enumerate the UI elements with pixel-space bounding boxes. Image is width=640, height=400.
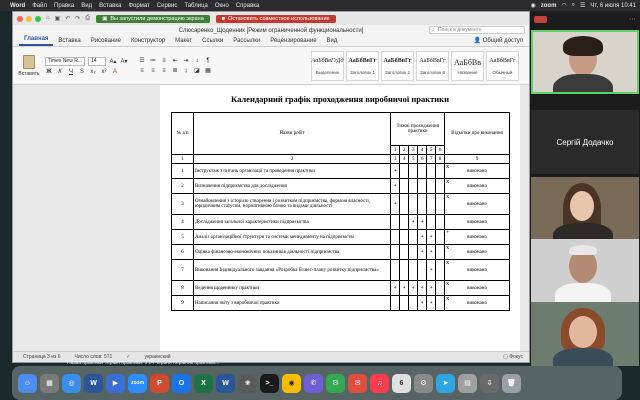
week-mark: + bbox=[409, 281, 418, 296]
week-mark bbox=[391, 260, 400, 281]
completion-result: виконано bbox=[467, 201, 487, 207]
header-work-name: Назви робіт bbox=[193, 113, 390, 155]
music-icon[interactable]: ♫ bbox=[370, 374, 389, 393]
week-mark: + bbox=[391, 164, 400, 179]
completion-cell bbox=[445, 179, 510, 194]
font-color-icon[interactable]: A bbox=[112, 68, 117, 75]
week-mark: + bbox=[418, 281, 427, 296]
share-screen-icon: ▣ bbox=[102, 15, 108, 22]
document-heading: Календарний графік проходження виробничої практики bbox=[231, 94, 449, 104]
paste-label: Вставить bbox=[18, 70, 40, 77]
share-label: Общий доступ bbox=[482, 38, 523, 44]
style-name: Заголовок 6 bbox=[420, 69, 445, 75]
participant-hair bbox=[569, 245, 597, 255]
week-mark: + bbox=[400, 281, 409, 296]
week-mark bbox=[418, 164, 427, 179]
week-mark bbox=[391, 230, 400, 245]
column-number-row bbox=[172, 155, 510, 164]
completion-cell bbox=[445, 215, 510, 230]
completion-cell bbox=[445, 194, 510, 215]
style-heading-6[interactable] bbox=[416, 51, 449, 81]
align-left-icon[interactable]: ≡ bbox=[140, 67, 144, 74]
viber-icon[interactable]: ✆ bbox=[304, 374, 323, 393]
focus-label: Фокус bbox=[509, 354, 523, 360]
word-doc-icon[interactable]: W bbox=[216, 374, 235, 393]
week-mark: + bbox=[418, 230, 427, 245]
row-number: 3 bbox=[172, 194, 194, 215]
week-mark bbox=[409, 194, 418, 215]
week-number: 4 bbox=[418, 146, 427, 155]
style-name: Обычный bbox=[492, 69, 513, 75]
line-spacing-icon[interactable]: ↨ bbox=[184, 67, 188, 74]
work-name: Оцінка фінансово-економічних показників діяльності підприємства bbox=[193, 245, 390, 260]
style-title[interactable] bbox=[451, 51, 484, 81]
work-name: Написання звіту з виробничої практики bbox=[193, 296, 390, 311]
stop-video-icon[interactable] bbox=[534, 16, 547, 23]
row-number: 9 bbox=[172, 296, 194, 311]
window-titlebar bbox=[13, 12, 529, 25]
table-row[interactable] bbox=[172, 215, 510, 230]
completion-result: виконано bbox=[467, 234, 487, 240]
style-name: Заголовок 1 bbox=[350, 69, 375, 75]
style-normal[interactable] bbox=[486, 51, 519, 81]
chrome-icon[interactable]: ◉ bbox=[282, 374, 301, 393]
participant-body bbox=[553, 348, 613, 366]
table-row[interactable] bbox=[172, 296, 510, 311]
week-mark: + bbox=[391, 281, 400, 296]
week-number: 3 bbox=[409, 146, 418, 155]
screen-share-banner bbox=[96, 15, 210, 23]
row-number: 7 bbox=[172, 260, 194, 281]
search-glass-icon: ⌕ bbox=[432, 27, 435, 33]
menubar-status bbox=[530, 2, 636, 9]
week-mark: + bbox=[427, 260, 436, 281]
week-mark: + bbox=[391, 179, 400, 194]
zoom-status-icon[interactable]: ◉ bbox=[530, 3, 536, 9]
downloads-icon[interactable]: ⇩ bbox=[480, 374, 499, 393]
week-mark bbox=[418, 260, 427, 281]
completion-mark: x bbox=[446, 260, 450, 266]
work-name: Дослідження загальної характеристики підприємства bbox=[193, 215, 390, 230]
participant-name: Сергій Додачко bbox=[556, 137, 614, 147]
zoom-participants-panel bbox=[530, 11, 640, 363]
table-row[interactable] bbox=[172, 194, 510, 215]
style-heading-2[interactable] bbox=[381, 51, 414, 81]
column-number: 5 bbox=[409, 155, 418, 164]
column-number: 7 bbox=[427, 155, 436, 164]
calendar-icon[interactable]: 6 bbox=[392, 374, 411, 393]
clock[interactable]: Чт, 6 июля 10:41 bbox=[590, 2, 636, 9]
completion-mark: x bbox=[446, 281, 450, 287]
row-number: 1 bbox=[172, 164, 194, 179]
participant-name-tile[interactable] bbox=[531, 110, 639, 174]
participant-video[interactable] bbox=[531, 239, 639, 303]
share-button[interactable] bbox=[474, 37, 523, 44]
week-mark bbox=[436, 281, 445, 296]
week-mark: + bbox=[418, 245, 427, 260]
pilcrow-icon[interactable]: ¶ bbox=[206, 57, 210, 64]
column-number: 2 bbox=[193, 155, 390, 164]
macos-menubar bbox=[0, 0, 640, 11]
tab-layout[interactable]: Макет bbox=[175, 38, 193, 44]
focus-button[interactable] bbox=[503, 354, 523, 360]
photos-icon[interactable]: ❀ bbox=[238, 374, 257, 393]
work-name: Визначення підприємства для дослідження bbox=[193, 179, 390, 194]
column-number: 9 bbox=[445, 155, 510, 164]
header-weeks: Тижні проходження практики bbox=[391, 113, 445, 146]
search-icon[interactable]: ⌕ bbox=[571, 2, 576, 8]
powerpoint-icon[interactable]: P bbox=[150, 374, 169, 393]
completion-cell bbox=[445, 164, 510, 179]
week-mark: + bbox=[427, 245, 436, 260]
participant-body bbox=[553, 74, 613, 94]
week-mark bbox=[400, 260, 409, 281]
completion-cell bbox=[445, 230, 510, 245]
wifi-icon[interactable]: ◠ bbox=[561, 3, 567, 9]
tab-references[interactable]: Ссылки bbox=[202, 38, 224, 44]
week-mark bbox=[409, 179, 418, 194]
launchpad-icon[interactable]: ▦ bbox=[40, 374, 59, 393]
document-page[interactable] bbox=[160, 85, 520, 352]
column-number: 3 bbox=[391, 155, 400, 164]
style-name: Выделение bbox=[315, 69, 340, 75]
page-count[interactable]: Страница 3 из 6 bbox=[23, 354, 61, 360]
row-number: 8 bbox=[172, 281, 194, 296]
row-number: 4 bbox=[172, 215, 194, 230]
multilevel-icon[interactable]: ≡ bbox=[162, 57, 166, 64]
week-mark: + bbox=[391, 194, 400, 215]
week-mark bbox=[391, 215, 400, 230]
bullets-icon[interactable]: ☰ bbox=[139, 58, 145, 64]
week-mark bbox=[436, 215, 445, 230]
search-placeholder: Поиск в документе bbox=[438, 27, 482, 33]
week-mark bbox=[436, 230, 445, 245]
terminal-icon[interactable]: >_ bbox=[260, 374, 279, 393]
column-number: 1 bbox=[172, 155, 194, 164]
stop-icon: ■ bbox=[221, 15, 226, 22]
preview-icon[interactable]: ▤ bbox=[458, 374, 477, 393]
row-number: 5 bbox=[172, 230, 194, 245]
week-mark bbox=[400, 194, 409, 215]
menu-view[interactable]: Вид bbox=[81, 2, 93, 9]
ribbon-tabs bbox=[13, 36, 529, 47]
decrease-font-icon[interactable]: A▾ bbox=[120, 58, 128, 65]
font-group bbox=[45, 57, 128, 75]
header-num: № з/п bbox=[172, 113, 194, 155]
tab-insert[interactable]: Вставка bbox=[58, 38, 81, 44]
week-mark bbox=[409, 260, 418, 281]
week-mark bbox=[427, 194, 436, 215]
person-icon: 👤 bbox=[473, 38, 482, 44]
ribbon-home bbox=[13, 47, 529, 85]
word-icon[interactable]: W bbox=[84, 374, 103, 393]
subscript-icon[interactable]: x₂ bbox=[90, 68, 96, 75]
week-mark bbox=[436, 296, 445, 311]
maximize-window-icon[interactable] bbox=[35, 16, 41, 22]
menu-format[interactable]: Формат bbox=[128, 2, 150, 9]
participant-video-active[interactable] bbox=[531, 30, 639, 94]
header-marks: Відмітки про виконання bbox=[445, 113, 510, 155]
facetime-icon[interactable]: ▶ bbox=[106, 374, 125, 393]
bold-button[interactable]: Ж bbox=[46, 68, 52, 75]
completion-cell bbox=[445, 296, 510, 311]
week-mark bbox=[409, 164, 418, 179]
document-title: Слюсаренко_Щоденник [Режим ограниченной функциональности] bbox=[178, 27, 364, 34]
participant-hair bbox=[563, 36, 603, 56]
row-number: 6 bbox=[172, 245, 194, 260]
work-name: Виконання Індивідуального завдання «Розробка бізнес-плану розвитку підприємства» bbox=[193, 260, 390, 281]
sort-icon[interactable]: ↕ bbox=[195, 57, 199, 64]
completion-mark: + bbox=[446, 230, 450, 236]
italic-button[interactable]: К bbox=[58, 68, 62, 75]
completion-cell bbox=[445, 260, 510, 281]
screen-share-text: Вы запустили демонстрацию экрана bbox=[110, 15, 204, 22]
work-name: Ознайомлення з історією створення і розвитком підприємства, формою власності, юридичним статусом, нормативною базою та видами діяльності bbox=[193, 194, 390, 215]
undo-icon[interactable]: ↶ bbox=[65, 16, 71, 22]
underline-button[interactable]: Ч bbox=[69, 68, 73, 75]
style-sample: АаБбВвГг bbox=[489, 57, 516, 64]
week-number: 6 bbox=[436, 146, 445, 155]
telegram-icon[interactable]: ➤ bbox=[436, 374, 455, 393]
work-name: Аналіз організаційної структури та системи менеджменту на підприємстві bbox=[193, 230, 390, 245]
align-center-icon[interactable]: ≡ bbox=[151, 67, 155, 74]
tab-design[interactable]: Конструктор bbox=[130, 38, 166, 44]
week-mark bbox=[436, 194, 445, 215]
word-window bbox=[12, 11, 530, 363]
window-controls bbox=[17, 16, 41, 22]
mail-icon[interactable]: ✉ bbox=[348, 374, 367, 393]
completion-result: виконано bbox=[467, 267, 487, 273]
menu-edit[interactable]: Правка bbox=[54, 2, 75, 9]
week-mark bbox=[436, 260, 445, 281]
clipboard-icon bbox=[23, 55, 35, 69]
increase-indent-icon[interactable]: ⇥ bbox=[183, 58, 189, 64]
borders-icon[interactable]: ▦ bbox=[205, 68, 211, 74]
align-right-icon[interactable]: ≡ bbox=[162, 67, 166, 74]
stop-share-label: Остановить совместное использование bbox=[228, 15, 330, 22]
system-settings-icon[interactable]: ⚙ bbox=[414, 374, 433, 393]
print-icon[interactable]: ⎙ bbox=[85, 15, 91, 21]
week-number: 1 bbox=[391, 146, 400, 155]
week-mark: + bbox=[427, 296, 436, 311]
style-sample: АаБбВвГгДд bbox=[311, 57, 344, 64]
trash-icon[interactable]: 🗑 bbox=[502, 374, 521, 393]
week-mark bbox=[400, 245, 409, 260]
tab-draw[interactable]: Рисование bbox=[90, 38, 121, 44]
strikethrough-icon[interactable]: S bbox=[79, 68, 84, 75]
table-row[interactable] bbox=[172, 281, 510, 296]
week-mark bbox=[400, 296, 409, 311]
week-mark: + bbox=[427, 281, 436, 296]
tab-view[interactable]: Вид bbox=[326, 38, 338, 44]
column-number: 6 bbox=[418, 155, 427, 164]
completion-mark: x bbox=[446, 194, 450, 200]
home-icon[interactable]: ⌂ bbox=[46, 15, 50, 21]
dock-caption-text: Назва практики Термін практики: з 14 червня Керівник практики... bbox=[67, 360, 220, 366]
focus-icon: ▢ bbox=[503, 354, 508, 360]
style-sample: АаБбВвГг bbox=[383, 57, 412, 64]
style-emphasis[interactable] bbox=[311, 51, 344, 81]
work-name: Інструктаж з питань організації та проведення практики bbox=[193, 164, 390, 179]
completion-mark: x bbox=[446, 164, 450, 170]
messages-icon[interactable]: ✉ bbox=[326, 374, 345, 393]
increase-font-icon[interactable]: A▴ bbox=[109, 58, 117, 65]
participant-face-front bbox=[570, 191, 594, 221]
work-name: Ведення щоденнику практики bbox=[193, 281, 390, 296]
style-sample: АаБбВвГг bbox=[419, 57, 446, 64]
week-number: 5 bbox=[427, 146, 436, 155]
schedule-table[interactable] bbox=[171, 112, 510, 311]
minimize-window-icon[interactable] bbox=[26, 16, 32, 22]
menu-app-word[interactable]: Word bbox=[10, 2, 26, 9]
paragraph-group bbox=[138, 57, 212, 74]
zoom-icon[interactable]: zoom bbox=[128, 374, 147, 393]
stop-share-button[interactable] bbox=[216, 15, 336, 23]
week-mark bbox=[418, 179, 427, 194]
week-mark bbox=[418, 194, 427, 215]
completion-mark: x bbox=[446, 179, 450, 185]
week-mark bbox=[400, 179, 409, 194]
shading-icon[interactable]: ◪ bbox=[194, 68, 200, 74]
completion-result: виконано bbox=[467, 249, 487, 255]
quick-access-toolbar bbox=[46, 15, 90, 22]
menu-window[interactable]: Окно bbox=[214, 2, 229, 9]
menu-file[interactable]: Файл bbox=[32, 2, 47, 9]
style-heading-1[interactable] bbox=[346, 51, 379, 81]
week-mark bbox=[409, 296, 418, 311]
style-name: Название bbox=[457, 69, 478, 75]
style-sample: АаБбВвГг bbox=[348, 57, 377, 64]
numbering-icon[interactable]: ≔ bbox=[150, 58, 156, 64]
table-row[interactable] bbox=[172, 230, 510, 245]
week-mark bbox=[436, 179, 445, 194]
finder-icon[interactable]: ☺ bbox=[18, 374, 37, 393]
completion-result: виконано bbox=[467, 285, 487, 291]
week-mark bbox=[427, 215, 436, 230]
week-mark: + bbox=[427, 230, 436, 245]
completion-result: виконано bbox=[467, 219, 487, 225]
menu-help[interactable]: Справка bbox=[235, 2, 260, 9]
completion-mark: x bbox=[446, 296, 450, 302]
macos-dock bbox=[12, 366, 622, 400]
row-number: 2 bbox=[172, 179, 194, 194]
week-mark bbox=[391, 296, 400, 311]
styles-gallery bbox=[311, 51, 519, 81]
outlook-icon[interactable]: O bbox=[172, 374, 191, 393]
week-mark bbox=[436, 245, 445, 260]
completion-cell bbox=[445, 245, 510, 260]
week-mark bbox=[436, 164, 445, 179]
save-icon[interactable]: ▣ bbox=[54, 16, 61, 22]
week-mark bbox=[391, 245, 400, 260]
table-row[interactable] bbox=[172, 164, 510, 179]
document-area[interactable] bbox=[13, 85, 529, 352]
week-mark bbox=[400, 164, 409, 179]
font-name-select[interactable]: Times New R... bbox=[45, 57, 85, 66]
week-mark bbox=[409, 230, 418, 245]
participant-face bbox=[569, 316, 597, 348]
superscript-icon[interactable]: x² bbox=[101, 68, 107, 75]
proofing-icon[interactable]: ✓ bbox=[126, 354, 131, 360]
zoom-menu-label[interactable]: zoom bbox=[540, 2, 557, 9]
style-sample: АаБбВв bbox=[454, 57, 481, 67]
control-center-icon[interactable]: ☰ bbox=[580, 3, 586, 9]
completion-result: виконано bbox=[467, 183, 487, 189]
week-mark: + bbox=[409, 215, 418, 230]
participant-video[interactable] bbox=[531, 177, 639, 241]
tab-home[interactable]: Главная bbox=[19, 36, 53, 46]
more-options-icon[interactable]: ⋯ bbox=[629, 16, 636, 23]
safari-icon[interactable]: ◎ bbox=[62, 374, 81, 393]
font-size-select[interactable]: 14 bbox=[88, 57, 106, 66]
table-row[interactable] bbox=[172, 179, 510, 194]
menu-insert[interactable]: Вставка bbox=[99, 2, 122, 9]
style-name: Заголовок 2 bbox=[385, 69, 410, 75]
column-number: 8 bbox=[436, 155, 445, 164]
menu-tools[interactable]: Сервис bbox=[156, 2, 178, 9]
close-window-icon[interactable] bbox=[17, 16, 23, 22]
completion-cell bbox=[445, 281, 510, 296]
week-mark: + bbox=[418, 296, 427, 311]
tab-mailings[interactable]: Рассылки bbox=[233, 38, 261, 44]
table-row[interactable] bbox=[172, 245, 510, 260]
week-mark bbox=[427, 179, 436, 194]
word-count[interactable]: Число слов: 571 bbox=[74, 354, 113, 360]
week-mark bbox=[427, 164, 436, 179]
participant-body bbox=[555, 283, 611, 303]
document-titlebar bbox=[13, 25, 529, 36]
justify-icon[interactable]: ≣ bbox=[172, 68, 178, 74]
excel-icon[interactable]: X bbox=[194, 374, 213, 393]
participant-video[interactable] bbox=[531, 302, 639, 366]
week-mark bbox=[400, 230, 409, 245]
tab-review[interactable]: Рецензирование bbox=[270, 38, 317, 44]
completion-result: виконано bbox=[467, 168, 487, 174]
redo-icon[interactable]: ↷ bbox=[75, 16, 81, 22]
table-header-row bbox=[172, 113, 510, 146]
decrease-indent-icon[interactable]: ⇤ bbox=[172, 58, 178, 64]
week-mark: + bbox=[418, 215, 427, 230]
paste-button[interactable] bbox=[17, 55, 41, 77]
week-mark bbox=[400, 215, 409, 230]
week-mark bbox=[409, 245, 418, 260]
completion-mark: x bbox=[446, 245, 450, 251]
column-number: 4 bbox=[400, 155, 409, 164]
week-number: 2 bbox=[400, 146, 409, 155]
language-label[interactable]: украинский bbox=[144, 354, 171, 360]
search-input[interactable] bbox=[429, 26, 525, 34]
zoom-panel-header bbox=[530, 11, 640, 27]
completion-result: виконано bbox=[467, 300, 487, 306]
table-row[interactable] bbox=[172, 260, 510, 281]
menu-table[interactable]: Таблица bbox=[184, 2, 208, 9]
